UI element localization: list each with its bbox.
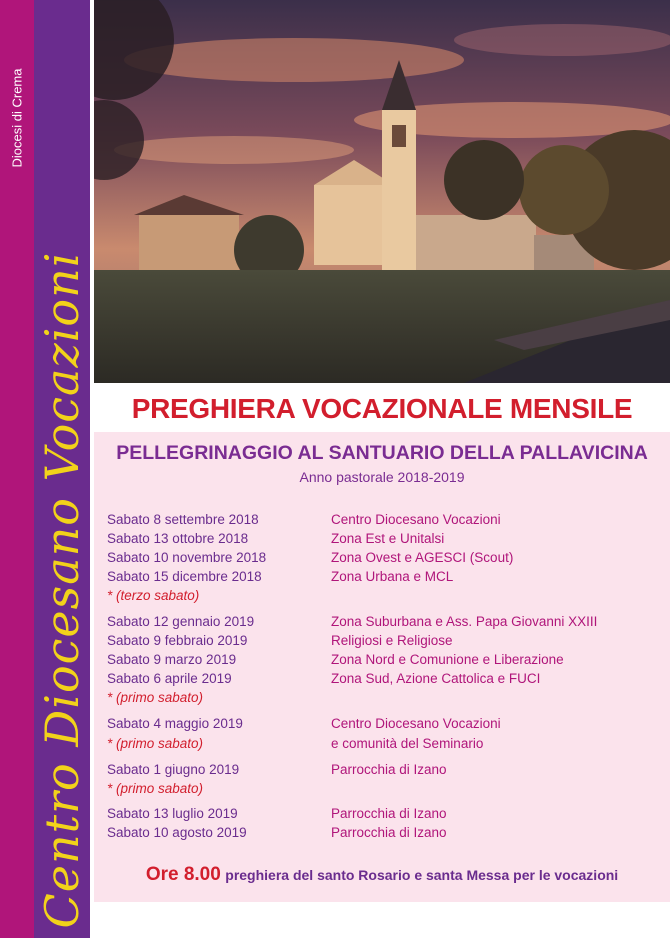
schedule-date: Sabato 13 ottobre 2018 (107, 531, 249, 546)
schedule-zone: Parrocchia di Izano (331, 806, 447, 821)
schedule-date: Sabato 9 febbraio 2019 (107, 633, 248, 648)
schedule-date: Sabato 1 giugno 2019 (107, 762, 240, 777)
diocese-label-box (0, 0, 34, 200)
schedule-date: Sabato 10 novembre 2018 (107, 550, 267, 565)
schedule-date: Sabato 15 dicembre 2018 (107, 569, 262, 584)
center-name: Centro Diocesano Vocazioni (35, 251, 89, 929)
pastoral-year: Anno pastorale 2018-2019 (299, 469, 465, 485)
schedule-zone: Centro Diocesano Vocazioni (331, 716, 501, 731)
schedule-zone: Zona Est e Unitalsi (331, 531, 445, 546)
sanctuary-photo (94, 0, 670, 383)
schedule-zone: e comunità del Seminario (331, 736, 484, 751)
schedule-date: Sabato 6 aprile 2019 (107, 671, 232, 686)
schedule-zone: Zona Sud, Azione Cattolica e FUCI (331, 671, 541, 686)
schedule-zone: Zona Nord e Comunione e Liberazione (331, 652, 564, 667)
footer-line (94, 864, 670, 886)
schedule-zone: Zona Urbana e MCL (331, 569, 454, 584)
main-title: PREGHIERA VOCAZIONALE MENSILE (131, 393, 633, 424)
footer-time: Ore 8.00 (145, 864, 221, 885)
schedule-zone: Zona Ovest e AGESCI (Scout) (331, 550, 514, 565)
schedule-date: Sabato 13 luglio 2019 (107, 806, 238, 821)
schedule-zone: Centro Diocesano Vocazioni (331, 512, 501, 527)
schedule-zone: Parrocchia di Izano (331, 825, 447, 840)
schedule-date: Sabato 9 marzo 2019 (107, 652, 237, 667)
schedule-date: Sabato 8 settembre 2018 (107, 512, 259, 527)
center-name-box (34, 251, 90, 929)
schedule-note: * (primo sabato) (107, 781, 204, 796)
schedule-date: Sabato 4 maggio 2019 (107, 716, 243, 731)
schedule-note: * (primo sabato) (107, 690, 204, 705)
schedule-zone: Parrocchia di Izano (331, 762, 447, 777)
schedule-date: Sabato 10 agosto 2019 (107, 825, 247, 840)
subtitle: PELLEGRINAGGIO AL SANTUARIO DELLA PALLAVICINA (116, 442, 648, 464)
schedule-date: Sabato 12 gennaio 2019 (107, 614, 255, 629)
schedule-zone: Religiosi e Religiose (331, 633, 453, 648)
footer-text: preghiera del santo Rosario e santa Messa per le vocazioni (225, 867, 619, 883)
schedule-note: * (terzo sabato) (107, 588, 200, 603)
schedule-zone: Zona Suburbana e Ass. Papa Giovanni XXIII (331, 614, 598, 629)
diocese-label: Diocesi di Crema (9, 68, 25, 168)
schedule-note: * (primo sabato) (107, 736, 204, 751)
